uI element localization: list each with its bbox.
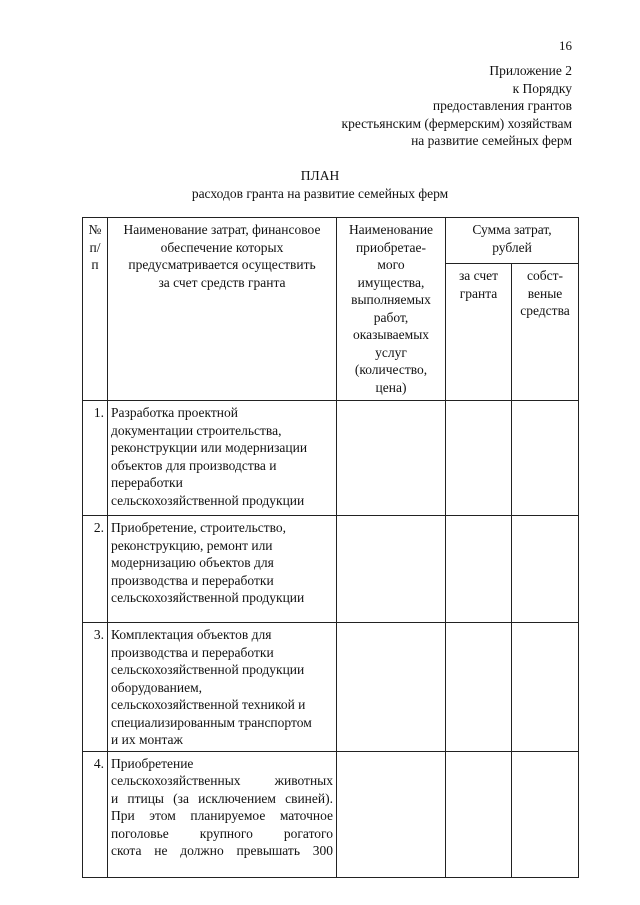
row-expense-name xyxy=(108,401,337,516)
header-own-line: собст- xyxy=(527,268,563,283)
row-expense-name xyxy=(108,516,337,623)
row-acquired-cell xyxy=(337,623,446,752)
header-sum-line: рублей xyxy=(492,239,532,255)
row-line: При этом планируемое маточное xyxy=(111,808,333,823)
row-line: производства и переработки xyxy=(111,572,274,588)
header-grant-line: за счет xyxy=(458,268,499,283)
header-num-line: № xyxy=(88,222,102,237)
header-acquired-line: оказываемых xyxy=(352,327,430,342)
row-line: объектов для производства и xyxy=(111,457,277,473)
header-sum-line: Сумма затрат, xyxy=(472,222,552,237)
row-line: Разработка проектной xyxy=(111,405,238,420)
appendix-line: к Порядку xyxy=(512,80,572,96)
row-line: реконструкции или модернизации xyxy=(111,440,308,455)
row-line: оборудованием, xyxy=(111,679,203,695)
header-acquired-line: работ, xyxy=(373,309,409,325)
row-expense-name xyxy=(108,623,337,752)
row-acquired-cell xyxy=(337,401,446,516)
appendix-line: предоставления грантов xyxy=(432,98,572,113)
header-name-line: за счет средств гранта xyxy=(158,274,286,290)
page-number: 16 xyxy=(559,38,572,53)
expense-plan-table xyxy=(82,217,579,878)
row-line: специализированным транспортом xyxy=(111,714,312,730)
header-acquired-line: Наименование xyxy=(348,222,434,237)
row-number: 4. xyxy=(83,751,108,877)
table-header-row xyxy=(83,218,579,264)
header-acquired-line: услуг xyxy=(375,344,407,360)
table-row xyxy=(83,516,579,623)
row-acquired-cell xyxy=(337,751,446,877)
header-num xyxy=(83,218,108,401)
plan-subtitle: расходов гранта на развитие семейных ферм xyxy=(191,186,449,201)
header-acquired-line: приобретае- xyxy=(355,239,427,255)
header-own-line: средства xyxy=(520,303,570,318)
appendix-block xyxy=(342,62,572,150)
plan-title: ПЛАН xyxy=(300,168,340,183)
row-line: и птицы (за исключением свиней). xyxy=(111,790,333,806)
row-line: поголовье крупного рогатого xyxy=(111,825,333,841)
header-own xyxy=(512,264,579,401)
row-number: 2. xyxy=(83,516,108,623)
row-line: производства и переработки xyxy=(111,644,274,660)
row-line: сельскохозяйственной техникой и xyxy=(111,697,306,712)
row-own-cell xyxy=(512,623,579,752)
header-name-line: предусматривается осуществить xyxy=(128,257,316,272)
header-grant xyxy=(446,264,512,401)
row-own-cell xyxy=(512,401,579,516)
row-line: сельскохозяйственной продукции xyxy=(111,590,305,605)
plan-heading xyxy=(0,167,640,203)
row-line: сельскохозяйственной продукции xyxy=(111,492,305,508)
row-line: документации строительства, xyxy=(111,422,282,438)
row-grant-cell xyxy=(446,751,512,877)
table-row xyxy=(83,401,579,516)
appendix-line: на развитие семейных ферм xyxy=(411,133,572,148)
header-grant-line: гранта xyxy=(459,285,498,301)
header-name-line: обеспечение которых xyxy=(160,239,284,255)
row-own-cell xyxy=(512,516,579,623)
row-line: сельскохозяйственных животных xyxy=(111,773,333,788)
row-line: Комплектация объектов для xyxy=(111,627,272,642)
row-number: 1. xyxy=(83,401,108,516)
row-line: реконструкцию, ремонт или xyxy=(111,537,273,553)
row-line: переработки xyxy=(111,475,183,490)
header-acquired-line: мого xyxy=(377,257,405,272)
row-line: Приобретение, строительство, xyxy=(111,520,287,535)
header-acquired-line: (количество, xyxy=(354,362,428,377)
table-row xyxy=(83,623,579,752)
row-line: сельскохозяйственной продукции xyxy=(111,662,305,677)
header-acquired-line: цена) xyxy=(375,379,407,395)
header-sum xyxy=(446,218,579,264)
header-num-line: п/п xyxy=(89,239,101,272)
table-row xyxy=(83,751,579,877)
row-grant-cell xyxy=(446,623,512,752)
row-line: Приобретение xyxy=(111,755,194,771)
header-name-line: Наименование затрат, финансовое xyxy=(123,222,321,237)
header-acquired-line: выполняемых xyxy=(351,292,431,307)
header-acquired-line: имущества, xyxy=(357,274,425,290)
row-grant-cell xyxy=(446,401,512,516)
row-expense-name xyxy=(108,751,337,877)
header-name xyxy=(108,218,337,401)
row-number: 3. xyxy=(83,623,108,752)
row-line: скота не должно превышать 300 xyxy=(111,843,333,858)
row-grant-cell xyxy=(446,516,512,623)
row-line: модернизацию объектов для xyxy=(111,555,274,570)
row-acquired-cell xyxy=(337,516,446,623)
header-own-line: веные xyxy=(527,285,563,301)
row-line: и их монтаж xyxy=(111,732,183,747)
appendix-line: Приложение 2 xyxy=(489,63,572,78)
row-own-cell xyxy=(512,751,579,877)
appendix-line: крестьянским (фермерским) хозяйствам xyxy=(341,115,572,131)
header-acquired xyxy=(337,218,446,401)
